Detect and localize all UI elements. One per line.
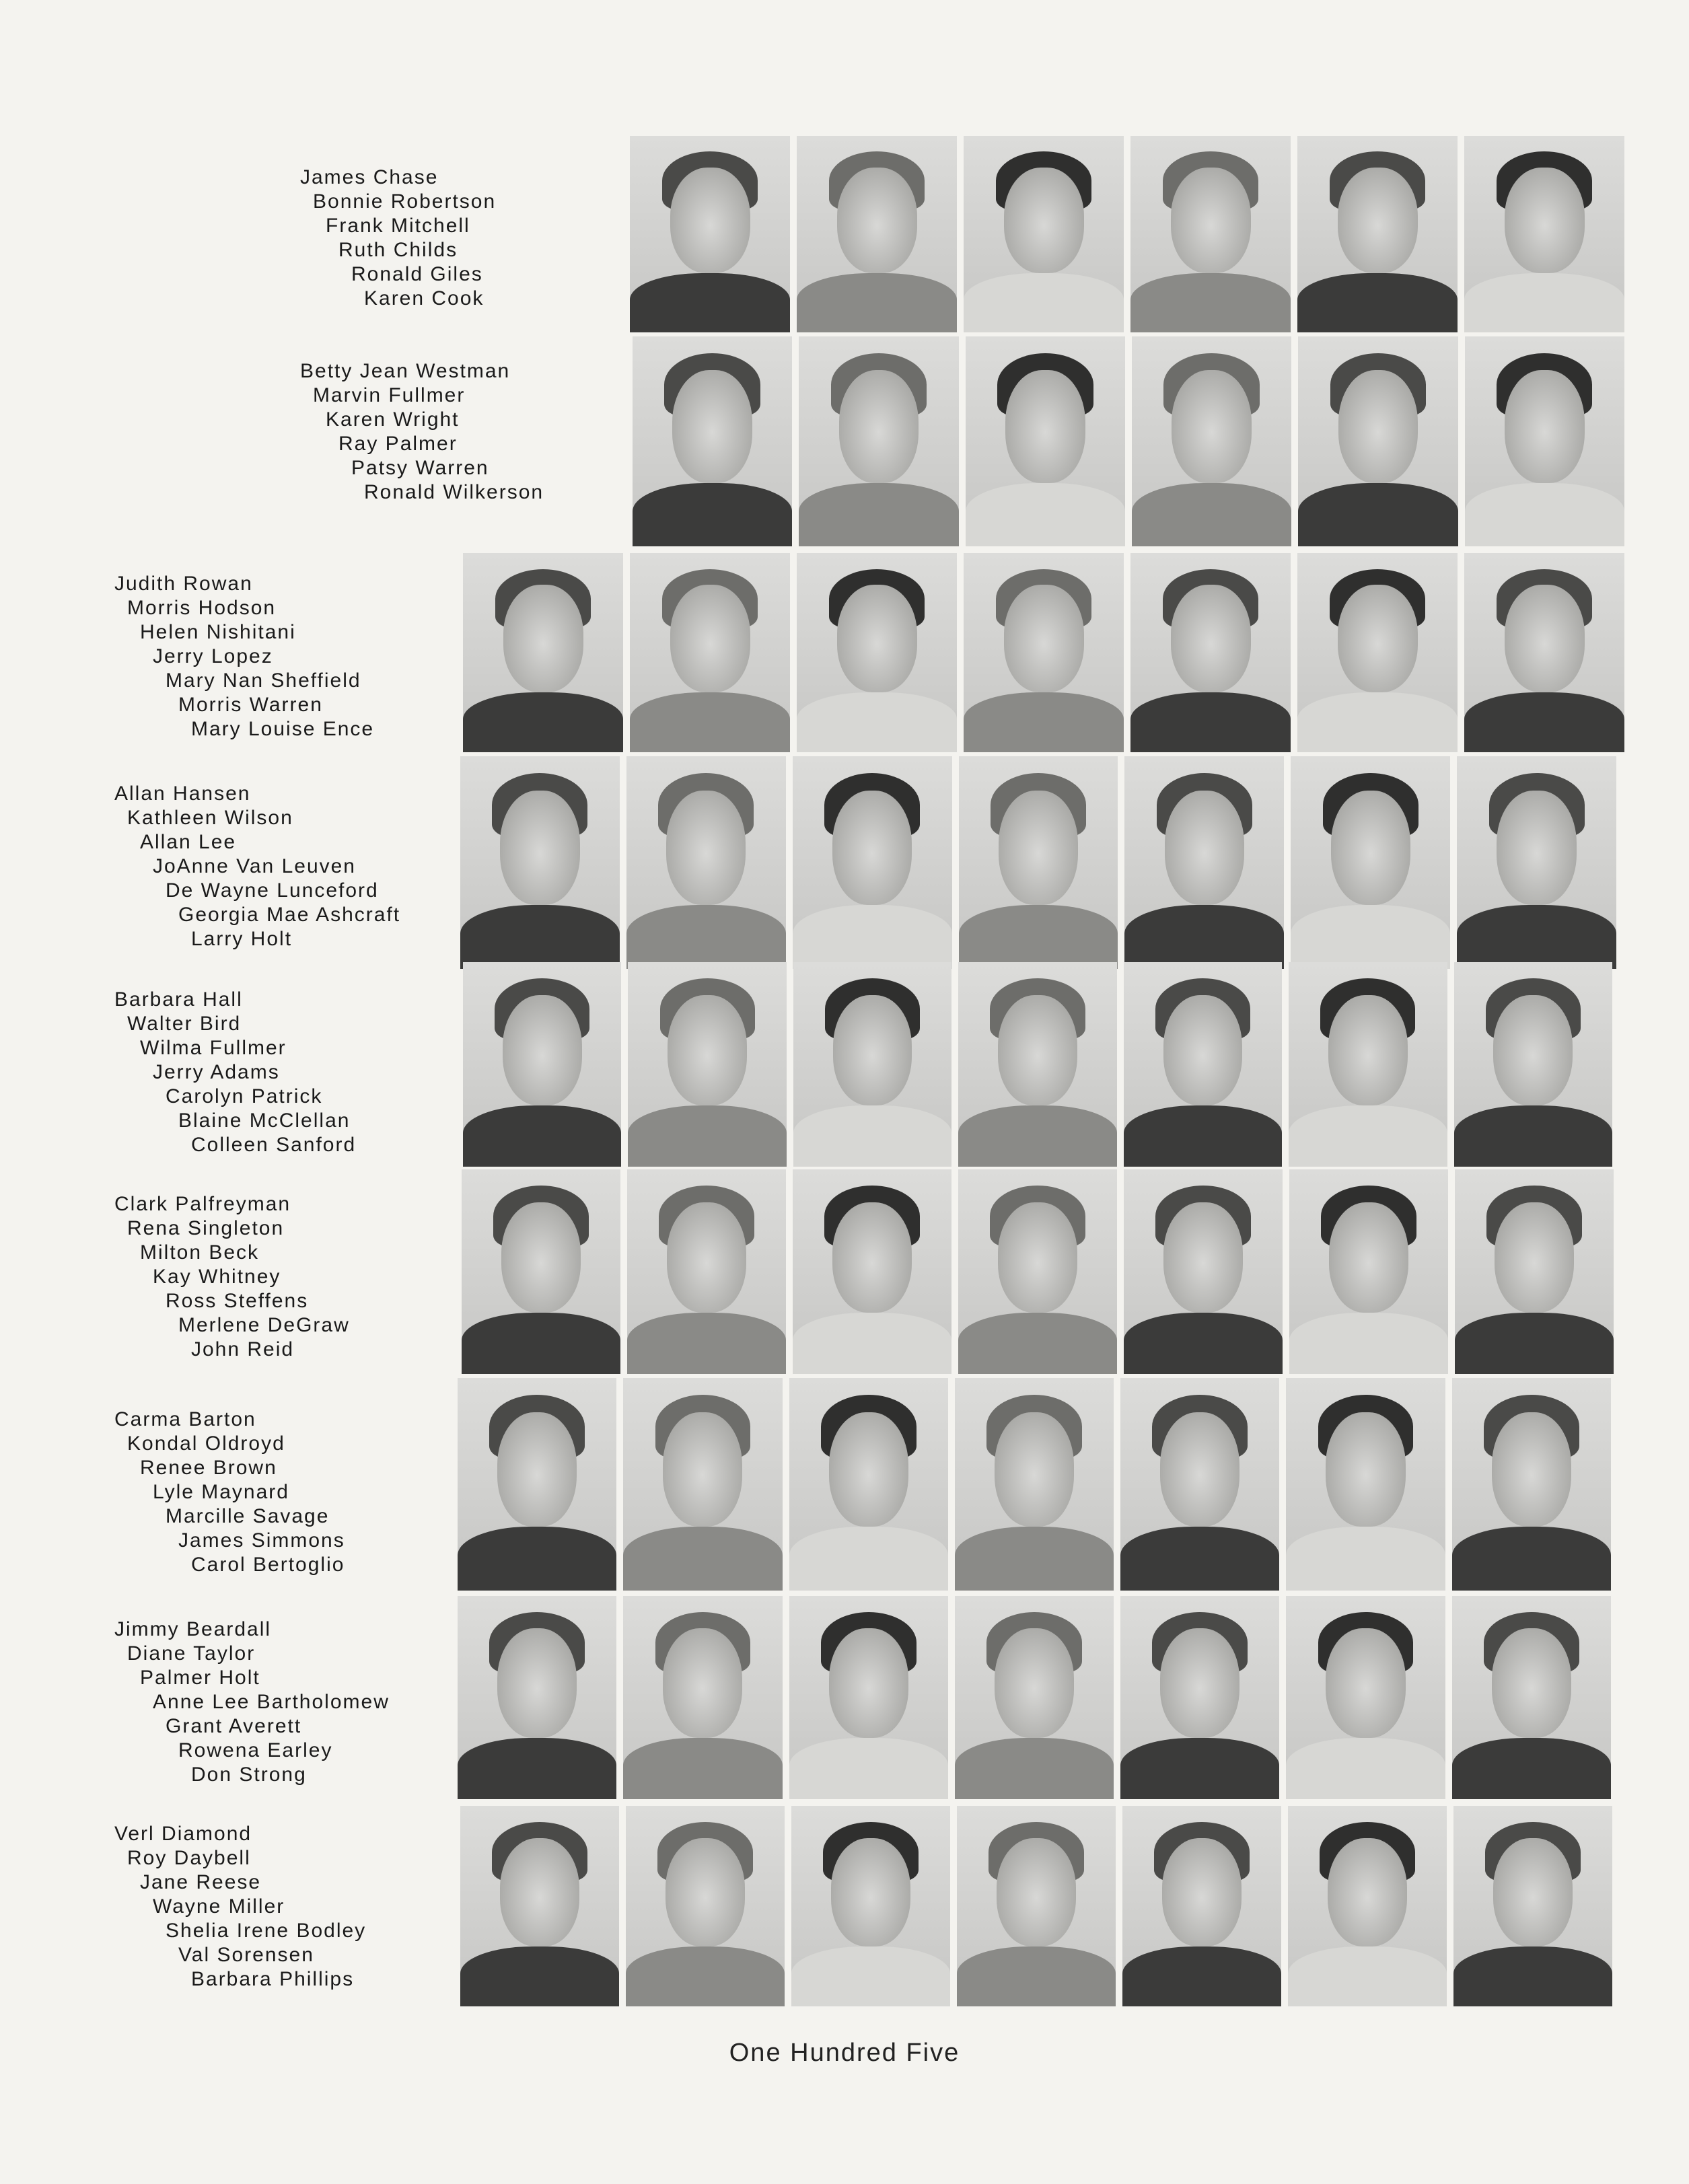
student-photo <box>1297 136 1458 332</box>
photo-row-8 <box>458 1596 1611 1799</box>
student-name: Rowena Earley <box>178 1739 333 1761</box>
student-photo <box>1132 336 1291 546</box>
student-photo <box>1124 962 1282 1167</box>
student-photo <box>1289 1169 1448 1374</box>
student-photo <box>623 1596 782 1799</box>
student-photo <box>964 136 1124 332</box>
student-name: Larry Holt <box>191 928 293 950</box>
student-photo <box>1452 1596 1611 1799</box>
student-photo <box>1120 1596 1279 1799</box>
student-name: Wilma Fullmer <box>140 1037 287 1059</box>
photo-row-5 <box>463 962 1612 1167</box>
student-name: Lyle Maynard <box>153 1481 289 1503</box>
student-photo <box>626 756 786 969</box>
name-list-row-5 <box>114 988 356 1157</box>
photo-row-3 <box>463 553 1624 752</box>
student-name: Marvin Fullmer <box>313 384 466 406</box>
student-photo <box>791 1806 950 2006</box>
student-name: Jimmy Beardall <box>114 1618 272 1640</box>
name-list-row-6 <box>114 1192 350 1362</box>
student-name: Blaine McClellan <box>178 1109 351 1132</box>
student-photo <box>789 1596 948 1799</box>
student-name: Shelia Irene Bodley <box>166 1920 367 1942</box>
student-name: Betty Jean Westman <box>300 360 511 382</box>
student-name: Barbara Hall <box>114 988 243 1011</box>
student-name: Anne Lee Bartholomew <box>153 1691 390 1713</box>
student-photo <box>1130 136 1291 332</box>
student-photo <box>630 553 790 752</box>
student-name: Judith Rowan <box>114 573 253 595</box>
student-photo <box>1298 336 1458 546</box>
student-name: Grant Averett <box>166 1715 302 1737</box>
student-photo <box>789 1378 948 1591</box>
student-name: Ruth Childs <box>338 239 458 261</box>
student-name: Diane Taylor <box>127 1642 256 1665</box>
student-photo <box>1464 136 1624 332</box>
name-list-row-8 <box>114 1617 390 1787</box>
student-photo <box>1454 962 1612 1167</box>
student-name: Patsy Warren <box>351 457 489 479</box>
student-photo <box>463 553 623 752</box>
student-photo <box>1122 1806 1281 2006</box>
student-name: Jerry Adams <box>153 1061 280 1083</box>
student-name: Clark Palfreyman <box>114 1193 291 1215</box>
student-photo <box>623 1378 782 1591</box>
student-name: Karen Wright <box>326 408 460 431</box>
student-photo <box>633 336 792 546</box>
student-name: Frank Mitchell <box>326 215 470 237</box>
page-number: One Hundred Five <box>729 2039 960 2067</box>
student-photo <box>463 962 621 1167</box>
photo-row-2 <box>633 336 1624 546</box>
student-name: Jane Reese <box>140 1871 262 1893</box>
student-photo <box>1297 553 1458 752</box>
student-name: Bonnie Robertson <box>313 190 497 213</box>
student-photo <box>793 962 951 1167</box>
student-name: Ronald Wilkerson <box>364 481 544 503</box>
student-name: Mary Louise Ence <box>191 718 375 740</box>
student-name: Kondal Oldroyd <box>127 1432 285 1455</box>
student-photo <box>958 1169 1117 1374</box>
student-name: Walter Bird <box>127 1013 242 1035</box>
student-photo <box>797 136 957 332</box>
student-photo <box>955 1378 1114 1591</box>
student-name: Kathleen Wilson <box>127 807 293 829</box>
student-name: Kay Whitney <box>153 1266 281 1288</box>
student-name: Merlene DeGraw <box>178 1314 350 1336</box>
student-photo <box>462 1169 620 1374</box>
student-name: Morris Warren <box>178 694 323 716</box>
student-name: Wayne Miller <box>153 1895 285 1918</box>
student-name: Jerry Lopez <box>153 645 273 667</box>
student-name: James Simmons <box>178 1529 345 1552</box>
name-list-row-4 <box>114 782 400 951</box>
student-name: Barbara Phillips <box>191 1968 355 1990</box>
student-photo <box>1288 1806 1447 2006</box>
student-name: Renee Brown <box>140 1457 277 1479</box>
student-photo <box>1457 756 1616 969</box>
photo-row-9 <box>460 1806 1612 2006</box>
student-name: Mary Nan Sheffield <box>166 669 361 692</box>
student-name: Ronald Giles <box>351 263 483 285</box>
student-photo <box>626 1806 785 2006</box>
student-photo <box>628 962 786 1167</box>
student-photo <box>964 553 1124 752</box>
name-list-row-9 <box>114 1822 366 1992</box>
student-name: Palmer Holt <box>140 1667 260 1689</box>
student-name: Verl Diamond <box>114 1823 252 1845</box>
student-name: De Wayne Lunceford <box>166 879 379 902</box>
student-name: Roy Daybell <box>127 1847 251 1869</box>
student-name: Helen Nishitani <box>140 621 296 643</box>
student-photo <box>957 1806 1116 2006</box>
student-name: Karen Cook <box>364 287 484 310</box>
student-name: Allan Lee <box>140 831 237 853</box>
student-photo <box>1124 1169 1283 1374</box>
student-name: Don Strong <box>191 1763 307 1786</box>
student-photo <box>1452 1378 1611 1591</box>
student-photo <box>1286 1596 1445 1799</box>
name-list-row-3 <box>114 572 374 741</box>
student-name: JoAnne Van Leuven <box>153 855 356 877</box>
student-photo <box>1286 1378 1445 1591</box>
student-photo <box>958 962 1116 1167</box>
student-photo <box>627 1169 786 1374</box>
student-photo <box>1465 336 1624 546</box>
name-list-row-2 <box>300 359 544 505</box>
student-name: Carolyn Patrick <box>166 1085 323 1107</box>
student-name: John Reid <box>191 1338 295 1360</box>
student-name: Morris Hodson <box>127 597 277 619</box>
student-photo <box>1291 756 1450 969</box>
student-name: Colleen Sanford <box>191 1134 357 1156</box>
student-photo <box>966 336 1125 546</box>
student-name: Carol Bertoglio <box>191 1554 345 1576</box>
student-photo <box>959 756 1118 969</box>
student-name: James Chase <box>300 166 439 188</box>
student-photo <box>460 1806 619 2006</box>
student-photo <box>793 1169 951 1374</box>
student-photo <box>797 553 957 752</box>
photo-row-7 <box>458 1378 1611 1591</box>
student-name: Ross Steffens <box>166 1290 309 1312</box>
student-name: Carma Barton <box>114 1408 256 1430</box>
student-photo <box>1130 553 1291 752</box>
name-list-row-7 <box>114 1408 345 1577</box>
student-name: Rena Singleton <box>127 1217 285 1239</box>
photo-row-1 <box>630 136 1624 332</box>
photo-row-6 <box>462 1169 1614 1374</box>
student-photo <box>1289 962 1447 1167</box>
student-photo <box>1464 553 1624 752</box>
student-name: Marcille Savage <box>166 1505 330 1527</box>
student-photo <box>793 756 952 969</box>
photo-row-4 <box>460 756 1616 969</box>
student-photo <box>1120 1378 1279 1591</box>
student-photo <box>955 1596 1114 1799</box>
student-name: Georgia Mae Ashcraft <box>178 904 401 926</box>
name-list-row-1 <box>300 166 496 311</box>
student-photo <box>460 756 620 969</box>
student-name: Val Sorensen <box>178 1944 314 1966</box>
student-photo <box>630 136 790 332</box>
student-photo <box>1453 1806 1612 2006</box>
student-name: Allan Hansen <box>114 782 251 805</box>
student-photo <box>1455 1169 1614 1374</box>
student-name: Milton Beck <box>140 1241 260 1264</box>
student-photo <box>799 336 958 546</box>
student-photo <box>458 1378 616 1591</box>
student-photo <box>458 1596 616 1799</box>
student-photo <box>1124 756 1284 969</box>
student-name: Ray Palmer <box>338 433 458 455</box>
